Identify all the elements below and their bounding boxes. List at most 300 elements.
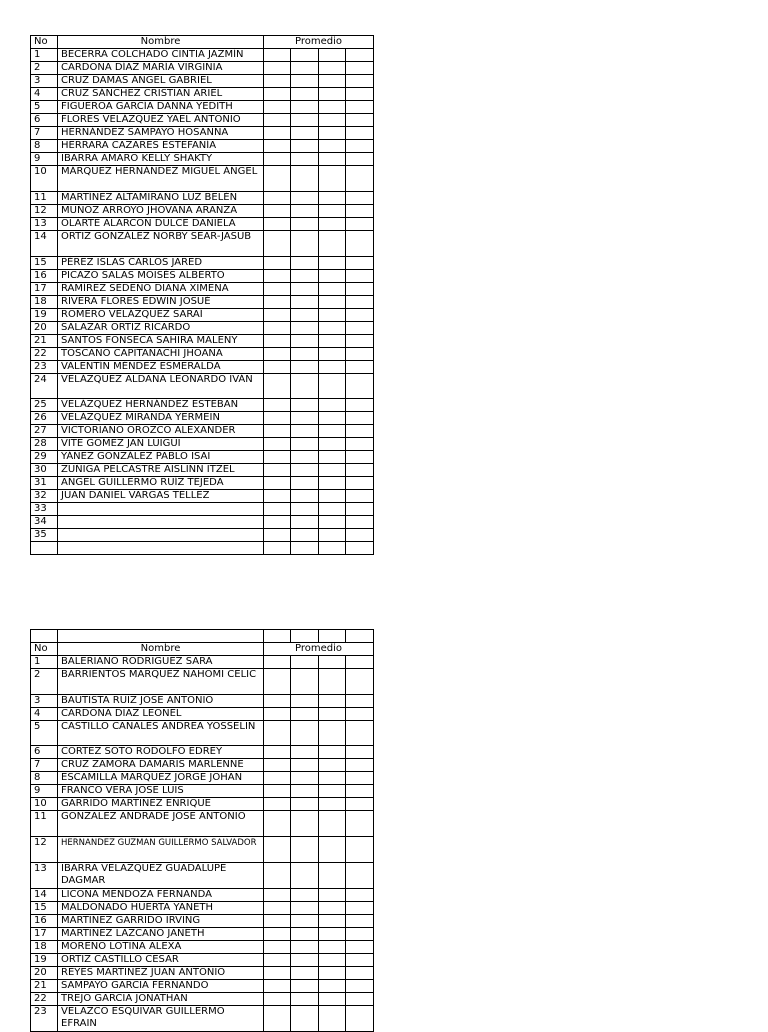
grade-cell — [264, 953, 291, 966]
student-row — [31, 720, 374, 746]
grade-cell — [346, 217, 374, 230]
grade-cell — [264, 49, 291, 62]
grade-cell — [291, 62, 319, 75]
student-row — [31, 746, 374, 759]
grade-cell — [319, 166, 346, 192]
student-name: OLARTE ALARCÓN DULCE DANIELA — [58, 217, 264, 230]
student-number: 24 — [31, 373, 58, 399]
student-name: CASTILLO CANALES ANDREA YOSSELIN — [58, 720, 264, 746]
empty-cell — [58, 630, 264, 643]
grade-cell — [264, 694, 291, 707]
grade-cell — [291, 668, 319, 694]
grade-cell — [264, 114, 291, 127]
grade-cell — [291, 373, 319, 399]
grade-cell — [346, 720, 374, 746]
grade-cell — [346, 477, 374, 490]
grade-cell — [319, 269, 346, 282]
student-number: 32 — [31, 490, 58, 503]
student-name: RIVERA FLORES EDWIN JOSUÉ — [58, 295, 264, 308]
grade-cell — [346, 503, 374, 516]
student-name: CARDONA DIAZ LEONEL — [58, 707, 264, 720]
grade-cell — [291, 914, 319, 927]
grade-cell — [346, 863, 374, 889]
student-number: 20 — [31, 321, 58, 334]
grade-cell — [291, 166, 319, 192]
student-row — [31, 101, 374, 114]
grade-cell — [264, 204, 291, 217]
student-row — [31, 88, 374, 101]
student-name: VITE GÓMEZ JAN LUIGUI — [58, 438, 264, 451]
grade-cell — [346, 953, 374, 966]
student-row — [31, 542, 374, 555]
student-number: 25 — [31, 399, 58, 412]
grade-cell — [319, 62, 346, 75]
grade-cell — [346, 966, 374, 979]
grade-cell — [319, 888, 346, 901]
grade-cell — [291, 347, 319, 360]
student-row — [31, 707, 374, 720]
grade-cell — [319, 992, 346, 1005]
student-row — [31, 230, 374, 256]
student-number: 21 — [31, 979, 58, 992]
grade-cell — [291, 707, 319, 720]
header-row — [31, 642, 374, 655]
grade-cell — [264, 707, 291, 720]
student-row — [31, 837, 374, 863]
grade-cell — [346, 542, 374, 555]
student-name: SALAZAR ORTIZ RICARDO — [58, 321, 264, 334]
student-number: 11 — [31, 811, 58, 837]
student-number: 19 — [31, 953, 58, 966]
grade-cell — [291, 529, 319, 542]
grade-cell — [346, 888, 374, 901]
student-row — [31, 412, 374, 425]
blank-row — [31, 630, 374, 643]
grade-cell — [264, 811, 291, 837]
grade-cell — [264, 863, 291, 889]
empty-cell — [264, 630, 291, 643]
grade-cell — [319, 347, 346, 360]
student-name: ORTIZ CASTILLO CESAR — [58, 953, 264, 966]
grade-cell — [346, 785, 374, 798]
grade-cell — [346, 914, 374, 927]
grade-cell — [291, 269, 319, 282]
grade-cell — [319, 490, 346, 503]
student-row — [31, 217, 374, 230]
student-number: 28 — [31, 438, 58, 451]
grade-cell — [264, 529, 291, 542]
grade-cell — [264, 759, 291, 772]
student-number: 15 — [31, 901, 58, 914]
student-name: VICTORIANO OROZCO ALEXANDER — [58, 425, 264, 438]
grade-cell — [264, 140, 291, 153]
grade-cell — [319, 373, 346, 399]
grade-cell — [291, 360, 319, 373]
student-name: SAMPAYO GARCIA FERNANDO — [58, 979, 264, 992]
student-number: 5 — [31, 720, 58, 746]
grade-cell — [264, 282, 291, 295]
student-row — [31, 940, 374, 953]
student-name — [58, 542, 264, 555]
grade-cell — [291, 940, 319, 953]
grade-cell — [264, 153, 291, 166]
grade-cell — [319, 720, 346, 746]
grade-cell — [319, 953, 346, 966]
header-no: No — [31, 642, 58, 655]
grade-cell — [346, 334, 374, 347]
grade-cell — [319, 477, 346, 490]
student-row — [31, 979, 374, 992]
grade-cell — [319, 399, 346, 412]
student-name: ORTIZ GONZÁLEZ NORBY SEAR-JASUB — [58, 230, 264, 256]
grade-cell — [346, 412, 374, 425]
grade-cell — [291, 127, 319, 140]
student-name: VELÁZQUEZ ALDANA LEONARDO IVÁN — [58, 373, 264, 399]
student-row — [31, 204, 374, 217]
student-name: MÁRQUEZ HERNÁNDEZ MIGUEL ÁNGEL — [58, 166, 264, 192]
grade-cell — [319, 542, 346, 555]
student-row — [31, 49, 374, 62]
grade-cell — [346, 88, 374, 101]
grade-cell — [264, 1005, 291, 1031]
grade-cell — [291, 772, 319, 785]
header-row — [31, 36, 374, 49]
grade-cell — [264, 269, 291, 282]
empty-cell — [291, 630, 319, 643]
student-number — [31, 542, 58, 555]
student-row — [31, 811, 374, 837]
grade-cell — [346, 269, 374, 282]
grade-cell — [291, 88, 319, 101]
grade-cell — [291, 746, 319, 759]
student-name: FLORES VELÁZQUEZ YAEL ANTONIO — [58, 114, 264, 127]
grade-cell — [346, 295, 374, 308]
grade-cell — [264, 101, 291, 114]
student-row — [31, 927, 374, 940]
grade-cell — [346, 101, 374, 114]
student-name: MARTINEZ GARRIDO IRVING — [58, 914, 264, 927]
grade-cell — [346, 516, 374, 529]
grade-cell — [346, 191, 374, 204]
student-row — [31, 966, 374, 979]
grade-cell — [346, 979, 374, 992]
student-row — [31, 360, 374, 373]
student-row — [31, 75, 374, 88]
grade-cell — [346, 127, 374, 140]
student-name: MUÑOZ ARROYO JHOVANA ARANZA — [58, 204, 264, 217]
student-number: 3 — [31, 75, 58, 88]
student-number: 6 — [31, 746, 58, 759]
student-row — [31, 140, 374, 153]
grade-cell — [346, 837, 374, 863]
grade-cell — [264, 655, 291, 668]
student-number: 10 — [31, 166, 58, 192]
student-number: 20 — [31, 966, 58, 979]
student-number: 9 — [31, 785, 58, 798]
grade-cell — [319, 308, 346, 321]
student-name: TREJO GARCIA JONATHAN — [58, 992, 264, 1005]
student-number: 8 — [31, 772, 58, 785]
grade-cell — [319, 694, 346, 707]
grade-cell — [346, 425, 374, 438]
student-number: 13 — [31, 863, 58, 889]
student-row — [31, 191, 374, 204]
student-row — [31, 477, 374, 490]
grade-cell — [264, 785, 291, 798]
student-number: 6 — [31, 114, 58, 127]
student-row — [31, 1005, 374, 1031]
grade-cell — [319, 256, 346, 269]
student-number: 33 — [31, 503, 58, 516]
grade-cell — [291, 191, 319, 204]
grade-cell — [291, 888, 319, 901]
student-number: 11 — [31, 191, 58, 204]
grade-cell — [264, 425, 291, 438]
student-number: 7 — [31, 759, 58, 772]
student-name: PÉREZ ISLAS CARLOS JARED — [58, 256, 264, 269]
grade-cell — [291, 759, 319, 772]
student-number: 14 — [31, 230, 58, 256]
grade-cell — [346, 798, 374, 811]
student-row — [31, 655, 374, 668]
student-name — [58, 516, 264, 529]
student-name: VELAZCO ESQUIVAR GUILLERMO EFRAIN — [58, 1005, 264, 1031]
grade-cell — [319, 707, 346, 720]
grade-cell — [291, 295, 319, 308]
student-name: HERRARA CAZARES ESTEFANÍA — [58, 140, 264, 153]
student-number: 23 — [31, 1005, 58, 1031]
grade-cell — [264, 75, 291, 88]
student-number: 12 — [31, 204, 58, 217]
student-name: VELÁZQUEZ HERNÁNDEZ ESTEBAN — [58, 399, 264, 412]
student-name — [58, 529, 264, 542]
student-row — [31, 269, 374, 282]
grade-cell — [346, 529, 374, 542]
grade-cell — [319, 772, 346, 785]
student-row — [31, 490, 374, 503]
grade-cell — [291, 153, 319, 166]
student-name: LICONA MENDOZA FERNANDA — [58, 888, 264, 901]
header-no: No — [31, 36, 58, 49]
grade-cell — [319, 321, 346, 334]
student-row — [31, 759, 374, 772]
header-name: Nombre — [58, 36, 264, 49]
student-row — [31, 256, 374, 269]
grade-cell — [319, 334, 346, 347]
grade-cell — [319, 140, 346, 153]
student-row — [31, 668, 374, 694]
grade-cell — [319, 811, 346, 837]
student-row — [31, 953, 374, 966]
grade-cell — [264, 191, 291, 204]
student-number: 34 — [31, 516, 58, 529]
grade-cell — [264, 477, 291, 490]
grade-cell — [291, 399, 319, 412]
student-row — [31, 282, 374, 295]
student-row — [31, 334, 374, 347]
grade-cell — [319, 438, 346, 451]
student-row — [31, 863, 374, 889]
student-name: MORENO LOTINA ALEXA — [58, 940, 264, 953]
grade-cell — [264, 464, 291, 477]
student-number: 17 — [31, 927, 58, 940]
grade-cell — [319, 217, 346, 230]
grade-cell — [319, 979, 346, 992]
student-number: 27 — [31, 425, 58, 438]
grade-cell — [291, 542, 319, 555]
grade-cell — [264, 888, 291, 901]
student-name: BECERRA COLCHADO CINTIA JAZMÍN — [58, 49, 264, 62]
student-number: 30 — [31, 464, 58, 477]
grade-cell — [264, 668, 291, 694]
student-row — [31, 153, 374, 166]
grade-cell — [319, 295, 346, 308]
grade-cell — [319, 191, 346, 204]
student-number: 14 — [31, 888, 58, 901]
grade-cell — [319, 204, 346, 217]
grade-cell — [291, 798, 319, 811]
grade-cell — [346, 759, 374, 772]
grade-cell — [291, 720, 319, 746]
student-name: ESCAMILLA MARQUEZ JORGE JOHAN — [58, 772, 264, 785]
student-number: 15 — [31, 256, 58, 269]
student-name: VELÁZQUEZ MIRANDA YERMEIN — [58, 412, 264, 425]
grade-cell — [291, 927, 319, 940]
student-name: GONZALEZ ANDRADE JOSE ANTONIO — [58, 811, 264, 837]
student-row — [31, 321, 374, 334]
grade-cell — [291, 464, 319, 477]
grade-cell — [291, 490, 319, 503]
grade-cell — [319, 88, 346, 101]
empty-cell — [346, 630, 374, 643]
grade-cell — [319, 360, 346, 373]
grade-cell — [291, 425, 319, 438]
grade-cell — [346, 901, 374, 914]
student-name: BALERIANO RODRIGUEZ SARA — [58, 655, 264, 668]
grade-cell — [319, 464, 346, 477]
student-name: BAUTISTA RUIZ JOSE ANTONIO — [58, 694, 264, 707]
grade-cell — [291, 785, 319, 798]
grade-cell — [264, 295, 291, 308]
grade-cell — [291, 114, 319, 127]
student-name: BARRIENTOS MARQUEZ NAHOMI CELIC — [58, 668, 264, 694]
student-name: TOSCANO CAPITANACHI JHOANA — [58, 347, 264, 360]
grade-cell — [346, 940, 374, 953]
grade-cell — [319, 503, 346, 516]
grade-cell — [291, 230, 319, 256]
student-number: 4 — [31, 707, 58, 720]
grade-cell — [346, 75, 374, 88]
student-name: HERNANDEZ GUZMAN GUILLERMO SALVADOR — [58, 837, 264, 863]
grade-cell — [291, 49, 319, 62]
grade-cell — [319, 75, 346, 88]
grade-cell — [346, 166, 374, 192]
header-promedio: Promedio — [264, 36, 374, 49]
student-name: PICAZO SALAS MOISÉS ALBERTO — [58, 269, 264, 282]
grade-cell — [291, 979, 319, 992]
grade-cell — [346, 438, 374, 451]
grade-cell — [346, 282, 374, 295]
grade-cell — [346, 746, 374, 759]
grade-cell — [291, 140, 319, 153]
student-number: 21 — [31, 334, 58, 347]
grade-cell — [346, 49, 374, 62]
grade-cell — [346, 1005, 374, 1031]
grade-cell — [264, 127, 291, 140]
grade-cell — [291, 477, 319, 490]
grade-cell — [319, 914, 346, 927]
student-number: 1 — [31, 49, 58, 62]
grade-cell — [346, 490, 374, 503]
grade-cell — [346, 114, 374, 127]
grade-cell — [346, 360, 374, 373]
student-name: CORTEZ SOTO RODOLFO EDREY — [58, 746, 264, 759]
grade-cell — [319, 425, 346, 438]
grade-cell — [264, 837, 291, 863]
student-row — [31, 438, 374, 451]
student-number: 26 — [31, 412, 58, 425]
grade-cell — [346, 321, 374, 334]
student-row — [31, 516, 374, 529]
student-row — [31, 373, 374, 399]
grade-cell — [319, 49, 346, 62]
grade-cell — [264, 490, 291, 503]
student-row — [31, 798, 374, 811]
student-name: REYES MARTINEZ JUAN ANTONIO — [58, 966, 264, 979]
grade-cell — [264, 412, 291, 425]
student-name: ROMERO VELÁZQUEZ SARAÍ — [58, 308, 264, 321]
student-name: VALENTÍN MÉNDEZ ESMERALDA — [58, 360, 264, 373]
grade-cell — [319, 127, 346, 140]
grade-cell — [264, 746, 291, 759]
grade-cell — [291, 438, 319, 451]
student-row — [31, 785, 374, 798]
grade-cell — [264, 399, 291, 412]
grade-cell — [346, 992, 374, 1005]
student-row — [31, 399, 374, 412]
grade-cell — [346, 668, 374, 694]
grade-cell — [319, 863, 346, 889]
grade-cell — [291, 282, 319, 295]
grade-cell — [319, 1005, 346, 1031]
grade-cell — [319, 746, 346, 759]
grade-cell — [291, 992, 319, 1005]
grade-cell — [264, 901, 291, 914]
grade-cell — [264, 772, 291, 785]
student-name: MARTINEZ LAZCANO JANETH — [58, 927, 264, 940]
student-number: 23 — [31, 360, 58, 373]
grade-cell — [319, 516, 346, 529]
grade-cell — [264, 321, 291, 334]
grade-cell — [291, 837, 319, 863]
grade-cell — [264, 256, 291, 269]
student-name: GARRIDO MARTINEZ ENRIQUE — [58, 798, 264, 811]
grade-cell — [319, 966, 346, 979]
grade-cell — [264, 503, 291, 516]
grade-cell — [319, 798, 346, 811]
grade-cell — [346, 451, 374, 464]
grade-cell — [319, 230, 346, 256]
student-number: 5 — [31, 101, 58, 114]
grade-cell — [264, 992, 291, 1005]
grade-cell — [264, 373, 291, 399]
grade-cell — [291, 655, 319, 668]
grade-cell — [264, 88, 291, 101]
student-row — [31, 308, 374, 321]
grade-cell — [264, 927, 291, 940]
student-row — [31, 166, 374, 192]
grade-cell — [319, 412, 346, 425]
